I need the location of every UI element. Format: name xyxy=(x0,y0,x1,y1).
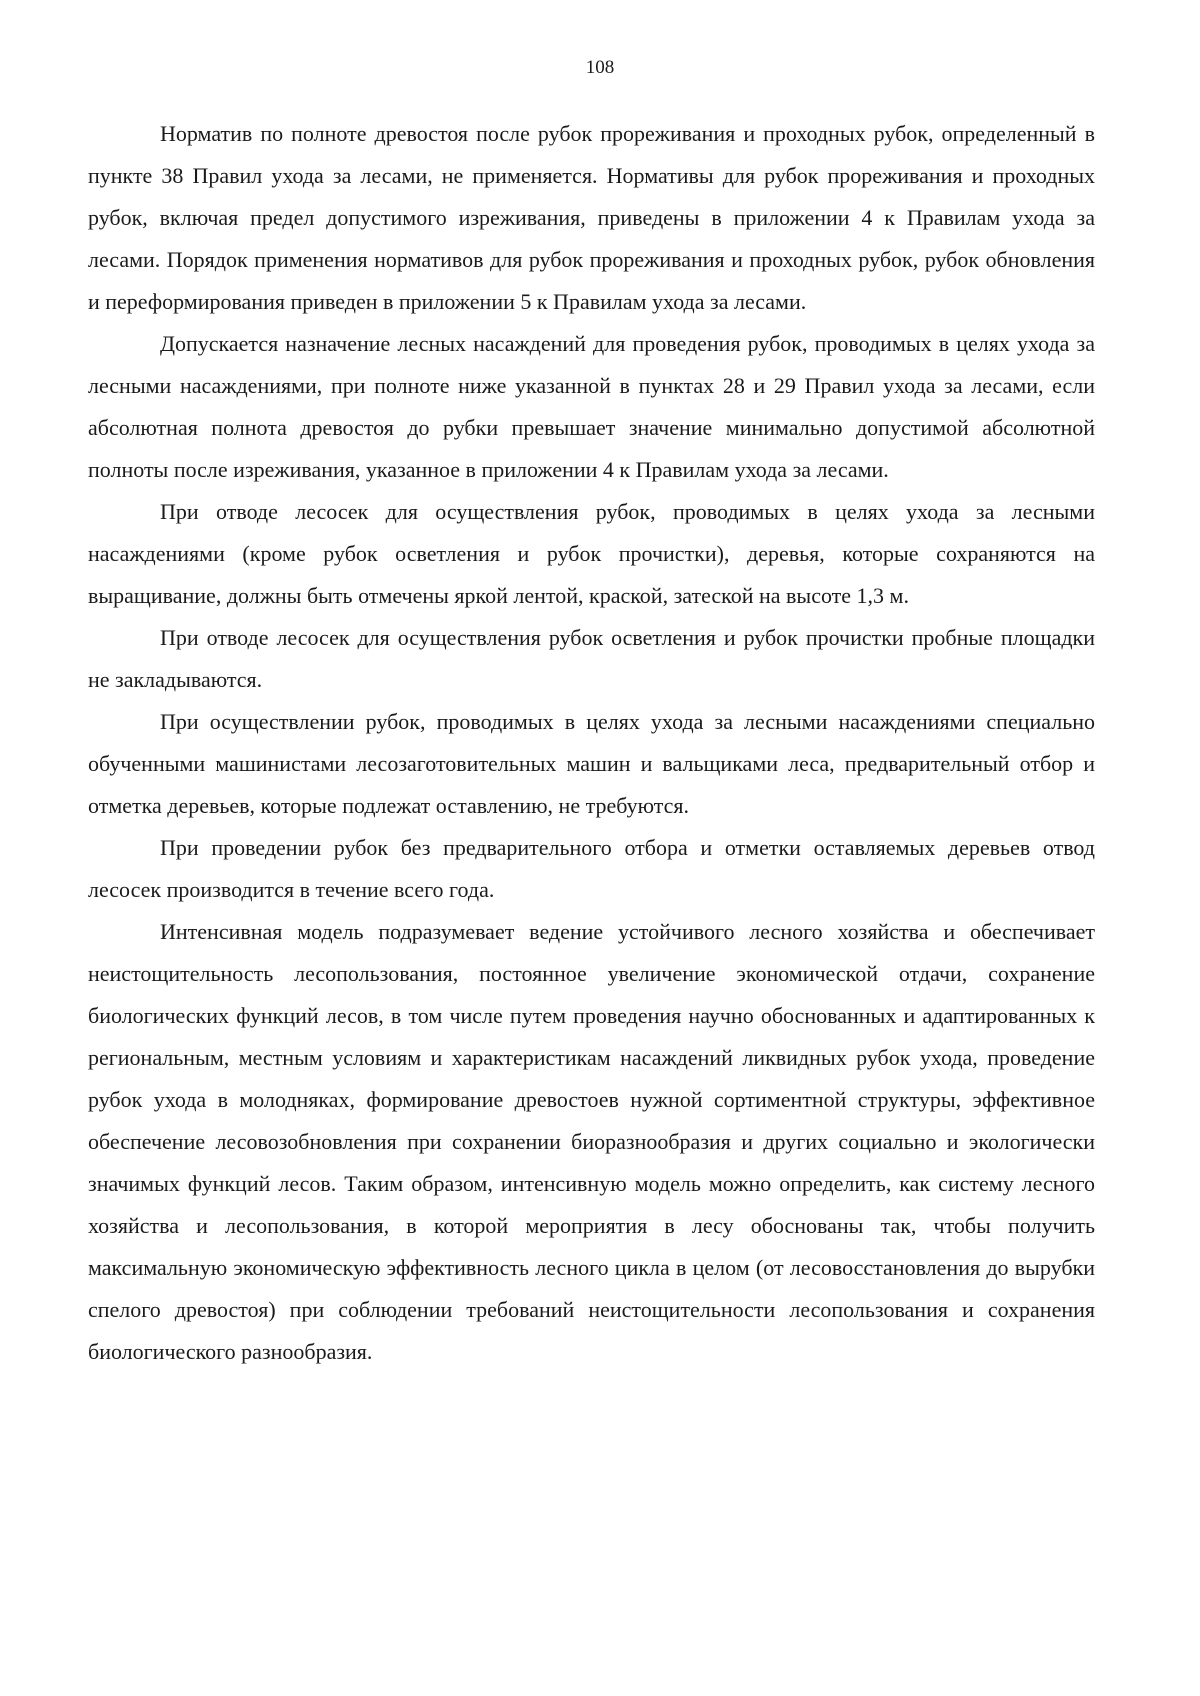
page-number: 108 xyxy=(585,57,615,78)
paragraph-low-density-assignment: Допускается назначение лесных насаждений для проведения рубок, проводимых в целях ухода за лесными насаждениями, при полноте ниже указанной в пунктах 28 и 29 Правил ухода за лесами, если абсолютная полнота древостоя до рубки превышает значение минимально допустимой абсолютной полноты после изреживания, указанное в приложении 4 к Правилам ухода за лесами. xyxy=(88,331,1095,482)
paragraph-intensive-model: Интенсивная модель подразумевает ведение устойчивого лесного хозяйства и обеспечивает неистощительность лесопользования, постоянное увеличение экономической отдачи, сохранение биологических функций лесов, в том числе путем проведения научно обоснованных и адаптированных к региональным, местным условиям и характеристикам насаждений ликвидных рубок ухода, проведение рубок ухода в молодняках, формирование древостоев нужной сортиментной структуры, эффективное обеспечение лесовозобновления при сохранении биоразнообразия и других социально и экологически значимых функций лесов. Таким образом, интенсивную модель можно определить, как систему лесного хозяйства и лесопользования, в которой мероприятия в лесу обоснованы так, чтобы получить максимальную экономическую эффективность лесного цикла в целом (от лесовосстановления до вырубки спелого древостоя) при соблюдении требований неистощительности лесопользования и сохранения биологического разнообразия. xyxy=(88,919,1095,1364)
paragraph-tree-marking: При отводе лесосек для осуществления рубок, проводимых в целях ухода за лесными насаждениями (кроме рубок осветления и рубок прочистки), деревья, которые сохраняются на выращивание, должны быть отмечены яркой лентой, краской, затеской на высоте 1,3 м. xyxy=(88,499,1095,608)
paragraph-thinning-density-norms: Норматив по полноте древостоя после рубок прореживания и проходных рубок, определенный в пункте 38 Правил ухода за лесами, не применяется. Нормативы для рубок прореживания и проходных рубок, включая предел допустимого изреживания, приведены в приложении 4 к Правилам ухода за лесами. Порядок применения нормативов для рубок прореживания и проходных рубок, рубок обновления и переформирования приведен в приложении 5 к Правилам ухода за лесами. xyxy=(88,121,1095,314)
paragraph-sample-plots: При отводе лесосек для осуществления рубок осветления и рубок прочистки пробные площадки не закладываются. xyxy=(88,625,1095,692)
paragraph-year-round-allotment: При проведении рубок без предварительного отбора и отметки оставляемых деревьев отвод лесосек производится в течение всего года. xyxy=(88,835,1095,902)
paragraph-trained-operators: При осуществлении рубок, проводимых в целях ухода за лесными насаждениями специально обученными машинистами лесозаготовительных машин и вальщиками леса, предварительный отбор и отметка деревьев, которые подлежат оставлению, не требуются. xyxy=(88,709,1095,818)
body-text xyxy=(88,113,1095,1373)
